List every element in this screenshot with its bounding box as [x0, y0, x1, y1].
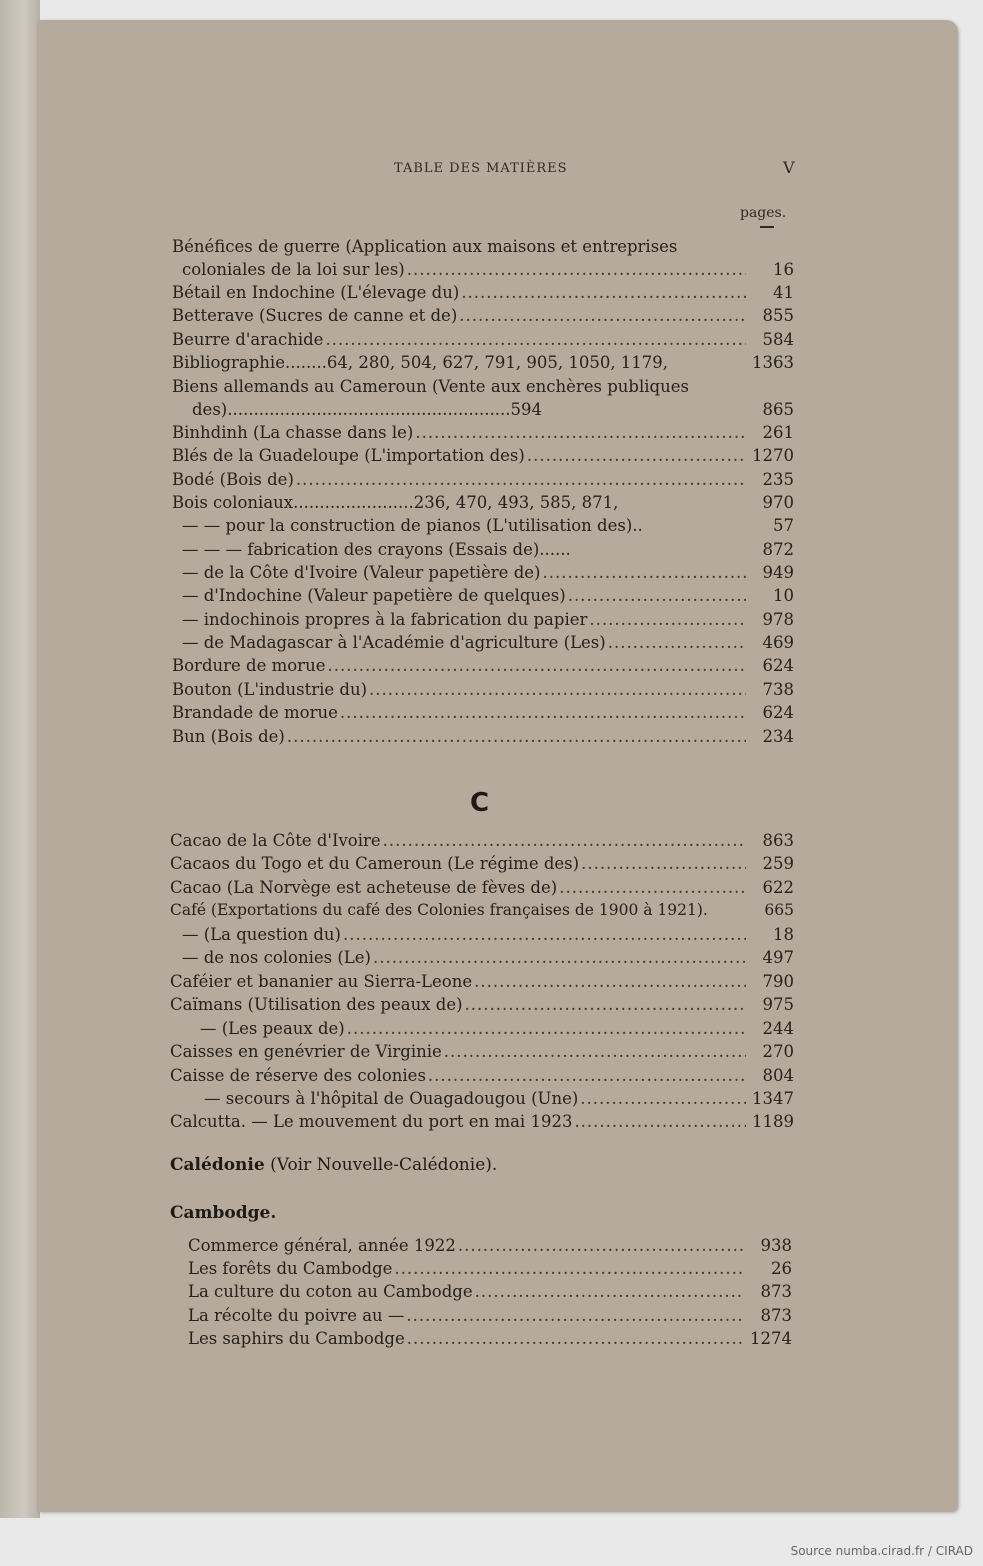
entry-page: 16 — [773, 260, 794, 279]
index-entry — [200, 1017, 794, 1040]
leader-dots — [461, 281, 746, 304]
entry-text: Café (Exportations du café des Colonies françaises de 1900 à 1921). — [170, 901, 708, 919]
index-entry — [172, 468, 794, 491]
index-entry — [172, 701, 794, 724]
entry-page: 804 — [762, 1066, 794, 1085]
entry-page: 872 — [762, 540, 794, 559]
entry-text: Les forêts du Cambodge — [188, 1259, 393, 1278]
index-entry — [172, 654, 794, 677]
source-credit: Source numba.cirad.fr / CIRAD — [790, 1544, 973, 1558]
leader-dots — [589, 608, 746, 631]
entry-text: — (Les peaux de) — [200, 1019, 345, 1038]
page-folio: V — [783, 158, 795, 177]
leader-dots — [465, 993, 746, 1016]
index-entry — [170, 876, 794, 899]
index-entry — [188, 1234, 792, 1257]
entry-text: Caisse de réserve des colonies — [170, 1066, 426, 1085]
caledonie-heading — [170, 1155, 497, 1175]
index-entry — [172, 328, 794, 351]
index-entry — [172, 235, 794, 258]
index-entry — [182, 631, 794, 654]
index-entry — [182, 584, 794, 607]
entry-page: 57 — [773, 516, 794, 535]
index-entry — [170, 1040, 794, 1063]
entry-page: 1347 — [752, 1089, 794, 1108]
entry-page: 1270 — [752, 446, 794, 465]
entry-text: Binhdinh (La chasse dans le) — [172, 423, 414, 442]
entry-text: — de Madagascar à l'Académie d'agriculture (Les) — [182, 633, 606, 652]
entry-page: 259 — [762, 854, 794, 873]
pages-column-label: pages. — [740, 205, 787, 221]
entry-text: Bordure de morue — [172, 656, 326, 675]
leader-dots — [458, 1234, 744, 1257]
index-entry — [170, 1064, 794, 1087]
index-entry — [182, 258, 794, 281]
entry-text: Cacao (La Norvège est acheteuse de fèves de) — [170, 878, 558, 897]
entry-text: — d'Indochine (Valeur papetière de quelques) — [182, 586, 566, 605]
entry-text: Betterave (Sucres de canne et de) — [172, 306, 458, 325]
entry-text: — de la Côte d'Ivoire (Valeur papetière de) — [182, 563, 541, 582]
entry-text: Bibliographie........64, 280, 504, 627, 791, 905, 1050, 1179, — [172, 353, 669, 372]
entry-text: Bun (Bois de) — [172, 727, 285, 746]
index-entry — [188, 1327, 792, 1350]
index-entry — [182, 608, 794, 631]
leader-dots — [415, 421, 746, 444]
entry-page: 1274 — [750, 1329, 792, 1348]
entry-text: Bénéfices de guerre (Application aux maisons et entreprises — [172, 237, 678, 256]
entry-page: 738 — [762, 680, 794, 699]
entry-page: 863 — [762, 831, 794, 850]
entry-page: 41 — [773, 283, 794, 302]
entry-page: 10 — [773, 586, 794, 605]
entry-text: Cacaos du Togo et du Cameroun (Le régime des) — [170, 854, 580, 873]
leader-dots — [383, 829, 746, 852]
entry-text: — — — fabrication des crayons (Essais de)...... — [182, 540, 571, 559]
entry-text: — — pour la construction de pianos (L'utilisation des).. — [182, 516, 643, 535]
leader-dots — [559, 876, 746, 899]
leader-dots — [287, 725, 746, 748]
leader-dots — [574, 1110, 746, 1133]
index-entry — [170, 829, 794, 852]
entry-page: 584 — [762, 330, 794, 349]
entry-text: Bodé (Bois de) — [172, 470, 294, 489]
index-entry — [172, 351, 794, 374]
index-entry — [170, 993, 794, 1016]
entry-page: 26 — [771, 1259, 792, 1278]
entry-page: 970 — [762, 493, 794, 512]
entry-text: Beurre d'arachide — [172, 330, 324, 349]
entry-page: 938 — [760, 1236, 792, 1255]
entry-page: 865 — [762, 400, 794, 419]
leader-dots — [407, 1327, 744, 1350]
entry-text: — secours à l'hôpital de Ouagadougou (Une) — [204, 1089, 579, 1108]
leader-dots — [373, 946, 746, 969]
entry-page: 622 — [762, 878, 794, 897]
entry-text: Brandade de morue — [172, 703, 338, 722]
leader-dots — [581, 852, 746, 875]
cambodge-title: Cambodge. — [170, 1203, 277, 1223]
index-entry — [188, 1257, 792, 1280]
leader-dots — [325, 328, 746, 351]
leader-dots — [340, 701, 746, 724]
entry-page: 975 — [762, 995, 794, 1014]
leader-dots — [347, 1017, 746, 1040]
entry-page: 270 — [762, 1042, 794, 1061]
caledonie-title: Calédonie — [170, 1155, 265, 1175]
entry-text: — de nos colonies (Le) — [182, 948, 371, 967]
entry-page: 790 — [762, 972, 794, 991]
entry-text: Blés de la Guadeloupe (L'importation des) — [172, 446, 525, 465]
index-entry — [182, 514, 794, 537]
leader-dots — [428, 1064, 746, 1087]
entry-page: 469 — [762, 633, 794, 652]
entry-text: des)......................................................594 — [192, 400, 542, 419]
leader-dots — [459, 304, 746, 327]
leader-dots — [444, 1040, 746, 1063]
index-entry — [204, 1087, 794, 1110]
entry-page: 624 — [762, 656, 794, 675]
leader-dots — [580, 1087, 746, 1110]
leader-dots — [527, 444, 746, 467]
entry-page: 497 — [762, 948, 794, 967]
index-entry — [170, 1110, 794, 1133]
index-entry — [172, 678, 794, 701]
caledonie-note: (Voir Nouvelle-Calédonie). — [270, 1155, 498, 1175]
index-entry — [182, 923, 794, 946]
entry-page: 261 — [762, 423, 794, 442]
leader-dots — [369, 678, 746, 701]
entry-page: 949 — [762, 563, 794, 582]
index-entry — [170, 852, 794, 875]
entry-page: 873 — [760, 1306, 792, 1325]
entry-page: 624 — [762, 703, 794, 722]
leader-dots — [296, 468, 746, 491]
index-entry — [192, 398, 794, 421]
entry-text: Calcutta. — Le mouvement du port en mai 1923 — [170, 1112, 573, 1131]
entry-text: Caïmans (Utilisation des peaux de) — [170, 995, 463, 1014]
index-entry — [172, 444, 794, 467]
entry-page: 18 — [773, 925, 794, 944]
leader-dots — [475, 1280, 744, 1303]
index-entry — [182, 561, 794, 584]
entry-text: Caféier et bananier au Sierra-Leone — [170, 972, 473, 991]
entry-page: 1363 — [752, 353, 794, 372]
cambodge-heading — [170, 1203, 276, 1223]
leader-dots — [474, 970, 746, 993]
running-head: TABLE DES MATIÈRES — [394, 161, 568, 176]
entry-page: 855 — [762, 306, 794, 325]
entry-page: 665 — [764, 901, 794, 919]
entry-page: 244 — [762, 1019, 794, 1038]
index-entry — [172, 281, 794, 304]
entry-page: 873 — [760, 1282, 792, 1301]
entry-text: Caisses en genévrier de Virginie — [170, 1042, 442, 1061]
entry-text: — indochinois propres à la fabrication du papier — [182, 610, 588, 629]
index-entry — [170, 970, 794, 993]
entry-text: Commerce général, année 1922 — [188, 1236, 456, 1255]
leader-dots — [542, 561, 746, 584]
leader-dots — [406, 1304, 744, 1327]
index-entry — [170, 899, 794, 922]
entry-text: La culture du coton au Cambodge — [188, 1282, 473, 1301]
index-entry — [172, 375, 794, 398]
entry-text: Bois coloniaux.......................236, 470, 493, 585, 871, — [172, 493, 619, 512]
entry-page: 235 — [762, 470, 794, 489]
index-entry — [172, 421, 794, 444]
index-entry — [172, 491, 794, 514]
entry-text: Bouton (L'industrie du) — [172, 680, 368, 699]
leader-dots — [343, 923, 746, 946]
entry-page: 978 — [762, 610, 794, 629]
entry-text: Les saphirs du Cambodge — [188, 1329, 405, 1348]
index-entry — [182, 538, 794, 561]
leader-dots — [327, 654, 746, 677]
entry-text: Bétail en Indochine (L'élevage du) — [172, 283, 460, 302]
index-entry — [188, 1280, 792, 1303]
index-entry — [172, 304, 794, 327]
entry-text: Biens allemands au Cameroun (Vente aux enchères publiques — [172, 377, 689, 396]
leader-dots — [568, 584, 746, 607]
section-letter: C — [470, 788, 490, 818]
index-entry — [172, 725, 794, 748]
entry-page: 1189 — [752, 1112, 794, 1131]
leader-dots — [608, 631, 746, 654]
entry-text: La récolte du poivre au — — [188, 1306, 405, 1325]
entry-text: — (La question du) — [182, 925, 341, 944]
entry-page: 234 — [762, 727, 794, 746]
index-entry — [182, 946, 794, 969]
entry-text: Cacao de la Côte d'Ivoire — [170, 831, 381, 850]
entry-text: coloniales de la loi sur les) — [182, 260, 405, 279]
leader-dots — [407, 258, 746, 281]
index-entry — [188, 1304, 792, 1327]
leader-dots — [394, 1257, 744, 1280]
